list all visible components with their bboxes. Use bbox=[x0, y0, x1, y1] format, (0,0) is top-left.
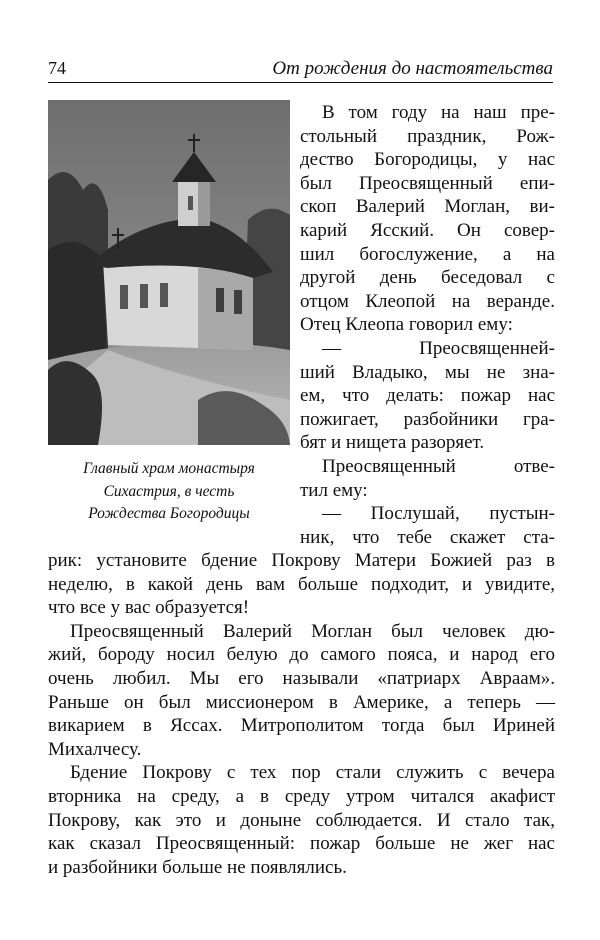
page-number: 74 bbox=[48, 58, 66, 78]
text-line: ник, что тебе скажет ста- bbox=[300, 526, 555, 548]
text-line: дество Богородицы, у нас bbox=[300, 149, 555, 171]
text-line: Покрову, как это и доныне соблюдается. И стало так, bbox=[48, 809, 555, 831]
text-line: очень любил. Мы его называли «патриарх Авраам». bbox=[48, 667, 555, 689]
text-line: тил ему: bbox=[300, 479, 368, 501]
caption-line: Главный храм монастыря bbox=[83, 460, 255, 477]
text-line: скоп Валерий Моглан, ви- bbox=[300, 196, 555, 218]
text-line: Преосвященный отве- bbox=[322, 455, 555, 477]
text-line: пожигает, разбойники гра- bbox=[300, 408, 555, 430]
text-line: — Преосвященней- bbox=[322, 337, 555, 359]
text-line: отцом Клеопой на веранде. bbox=[300, 290, 555, 312]
text-line: Бдение Покрову с тех пор стали служить с вечера bbox=[70, 762, 555, 784]
text-line: карий Ясский. Он совер- bbox=[300, 219, 555, 241]
text-line: был Преосвященный епи- bbox=[300, 172, 555, 194]
column-text bbox=[300, 101, 555, 549]
text-line: Преосвященный Валерий Моглан был человек дю- bbox=[70, 620, 555, 642]
running-title: От рождения до настоятельства bbox=[272, 58, 553, 79]
text-line: и разбойники больше не появлялись. bbox=[48, 856, 347, 878]
text-line: рик: установите бдение Покрову Матери Божией раз в bbox=[48, 550, 555, 571]
text-line: Раньше он был миссионером в Америке, а теперь — bbox=[48, 691, 555, 713]
text-line: жий, бороду носил белую до самого пояса, и народ его bbox=[48, 644, 555, 666]
text-line: — Послушай, пустын- bbox=[322, 503, 555, 525]
text-line: Михалчесу. bbox=[48, 738, 142, 760]
text-line: стольный праздник, Рож- bbox=[300, 125, 555, 147]
text-line: Отец Клеопа говорил ему: bbox=[300, 314, 513, 336]
monastery-church-photo bbox=[48, 100, 290, 445]
caption-line: Рождества Богородицы bbox=[88, 505, 250, 522]
text-line: вторника на среду, а в среду утром читался акафист bbox=[48, 785, 555, 807]
body-text bbox=[48, 549, 555, 879]
text-line: как сказал Преосвященный: пожар больше не жег нас bbox=[48, 833, 555, 855]
page-header bbox=[48, 56, 553, 83]
text-line: что все у вас образуется! bbox=[48, 597, 250, 619]
text-line: В том году на наш пре- bbox=[322, 102, 555, 123]
text-line: ем, что делать: пожар нас bbox=[300, 385, 555, 407]
text-line: викарием в Яссах. Митрополитом тогда был Ириней bbox=[48, 715, 555, 737]
photo-caption bbox=[48, 458, 290, 526]
text-line: другой день беседовал с bbox=[300, 267, 555, 289]
caption-line: Сихастрия, в честь bbox=[103, 482, 235, 500]
text-line: неделю, в какой день вам больше подходит, и увидите, bbox=[48, 573, 555, 595]
text-line: ший Владыко, мы не зна- bbox=[300, 361, 555, 383]
text-line: бят и нищета разоряет. bbox=[300, 432, 485, 454]
text-line: шил богослужение, а на bbox=[300, 243, 555, 265]
